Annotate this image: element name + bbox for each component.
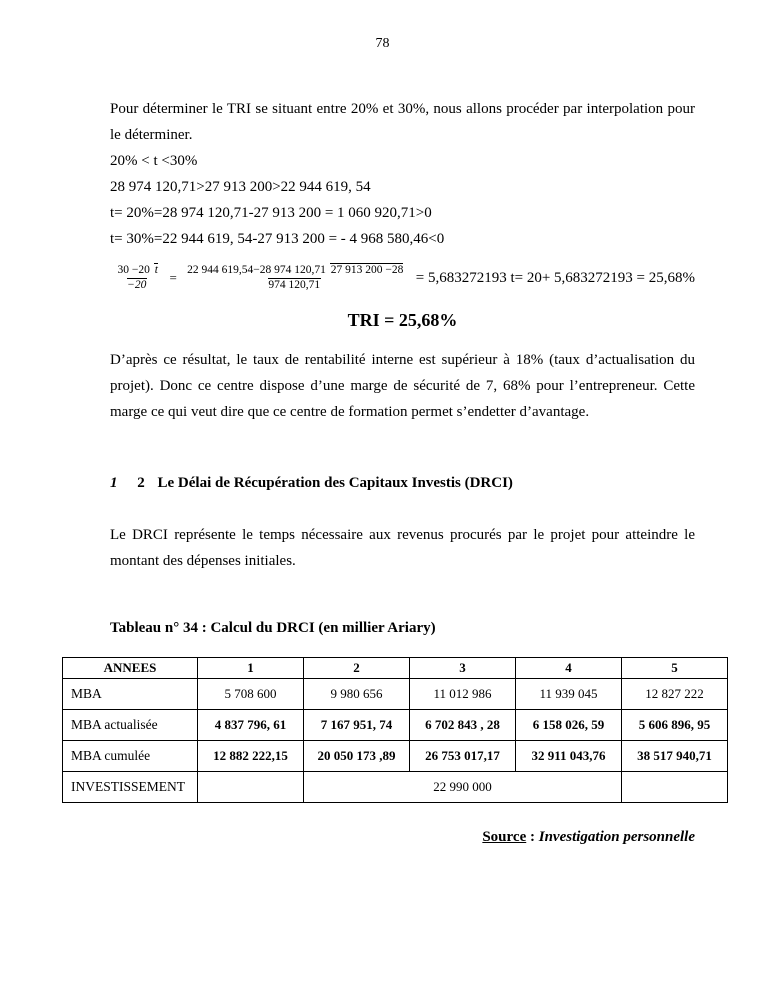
fraction-right xyxy=(180,263,410,293)
result-paragraph: D’après ce résultat, le taux de rentabilité interne est supérieur à 18% (taux d’actualisation du projet). Donc ce centre dispose d’une marge de sécurité de 7, 68% pour l’entrepreneur. Cette marge ce qui veut dire que ce centre de formation permet s’endetter d’avantage. xyxy=(110,352,695,420)
source-label: Source xyxy=(482,829,527,845)
cell-value: 26 753 017,17 xyxy=(410,741,516,772)
formula-result: = 5,683272193 t= 20+ 5,683272193 = 25,68% xyxy=(415,269,695,286)
cell-value: 20 050 173 ,89 xyxy=(304,741,410,772)
calc-line-4: t= 30%=22 944 619, 54-27 913 200 = - 4 968 580,46<0 xyxy=(110,231,445,247)
cell-empty xyxy=(198,772,304,803)
cell-value: 7 167 951, 74 xyxy=(304,710,410,741)
fraction-right-denominator: 27 913 200 −28 974 120,71 xyxy=(268,264,404,291)
cell-value: 32 911 043,76 xyxy=(516,741,622,772)
table-header-row xyxy=(63,658,728,679)
section-number-outer: 1 xyxy=(110,475,118,491)
source-text: Investigation personnelle xyxy=(538,829,695,845)
cell-investment-value: 22 990 000 xyxy=(304,772,622,803)
header-year-4: 4 xyxy=(516,658,622,679)
row-label-mba-actualisee: MBA actualisée xyxy=(63,710,198,741)
calc-line-1: 20% < t <30% xyxy=(110,153,198,169)
equals-sign: = xyxy=(169,270,177,285)
cell-value: 5 606 896, 95 xyxy=(622,710,728,741)
row-label-mba: MBA xyxy=(63,679,198,710)
fraction-left xyxy=(110,263,164,293)
row-label-mba-cumulee: MBA cumulée xyxy=(63,741,198,772)
cell-empty xyxy=(622,772,728,803)
page-number: 78 xyxy=(375,36,390,51)
table-row-mba-actualisee xyxy=(63,710,728,741)
cell-value: 38 517 940,71 xyxy=(622,741,728,772)
section-number-inner: 2 xyxy=(137,475,145,491)
header-year-3: 3 xyxy=(410,658,516,679)
fraction-left-denominator: t −20 xyxy=(127,264,158,291)
drci-table xyxy=(62,657,728,803)
table-row-mba-cumulee xyxy=(63,741,728,772)
header-year-5: 5 xyxy=(622,658,728,679)
table-caption: Tableau n° 34 : Calcul du DRCI (en millier Ariary) xyxy=(110,620,436,636)
cell-value: 11 939 045 xyxy=(516,679,622,710)
cell-value: 4 837 796, 61 xyxy=(198,710,304,741)
cell-value: 5 708 600 xyxy=(198,679,304,710)
table-row-investissement xyxy=(63,772,728,803)
drci-paragraph: Le DRCI représente le temps nécessaire aux revenus procurés par le projet pour atteindre le montant des dépenses initiales. xyxy=(110,527,695,569)
header-annees: ANNEES xyxy=(63,658,198,679)
cell-value: 11 012 986 xyxy=(410,679,516,710)
calc-line-2: 28 974 120,71>27 913 200>22 944 619, 54 xyxy=(110,179,371,195)
cell-value: 6 702 843 , 28 xyxy=(410,710,516,741)
cell-value: 9 980 656 xyxy=(304,679,410,710)
cell-value: 12 827 222 xyxy=(622,679,728,710)
interpolation-formula xyxy=(110,258,695,298)
intro-paragraph: Pour déterminer le TRI se situant entre 20% et 30%, nous allons procéder par interpolation pour le déterminer. xyxy=(110,101,695,143)
fraction-right-numerator: 22 944 619,54−28 974 120,71 xyxy=(187,264,326,277)
section-title: Le Délai de Récupération des Capitaux Investis (DRCI) xyxy=(157,475,513,491)
cell-value: 6 158 026, 59 xyxy=(516,710,622,741)
fraction-left-numerator: 30 −20 xyxy=(117,264,150,277)
source-line xyxy=(110,829,695,846)
cell-value: 12 882 222,15 xyxy=(198,741,304,772)
tri-result-heading: TRI = 25,68% xyxy=(347,310,458,330)
section-heading-drci xyxy=(110,475,695,492)
header-year-2: 2 xyxy=(304,658,410,679)
header-year-1: 1 xyxy=(198,658,304,679)
row-label-investissement: INVESTISSEMENT xyxy=(63,772,198,803)
calc-line-3: t= 20%=28 974 120,71-27 913 200 = 1 060 920,71>0 xyxy=(110,205,432,221)
source-separator: : xyxy=(526,829,539,845)
table-row-mba xyxy=(63,679,728,710)
